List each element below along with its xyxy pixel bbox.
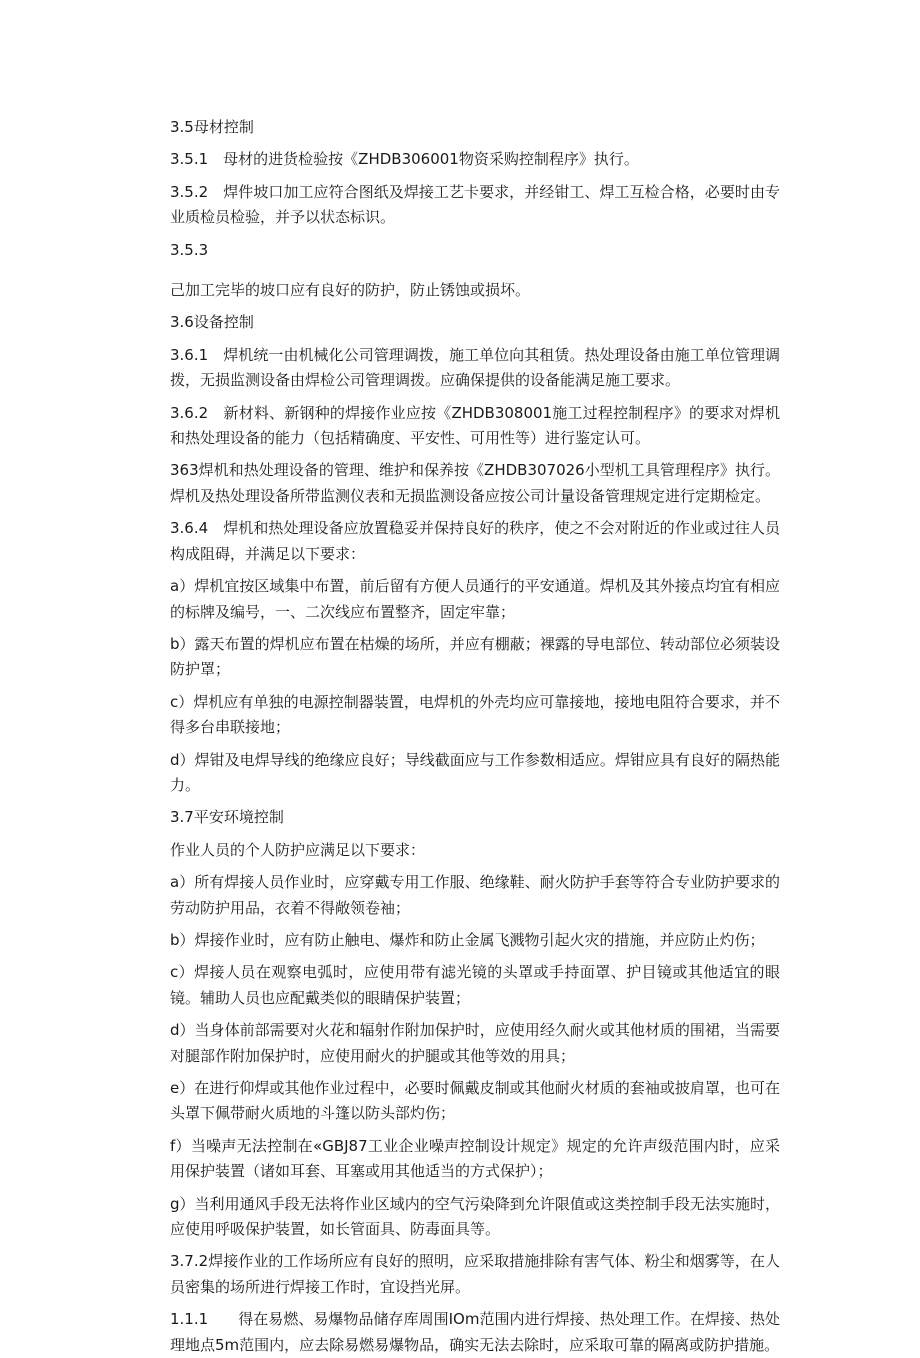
clause-3-6-4: 3.6.4 焊机和热处理设备应放置稳妥并保持良好的秩序，使之不会对附近的作业或过往人员构成阻碍，并满足以下要求： [170,519,780,563]
section-heading-3-5: 3.5母材控制 [170,118,254,136]
list-item-3-6-4-d: d）焊钳及电焊导线的绝缘应良好；导线截面应与工作参数相适应。焊钳应具有良好的隔热能力。 [170,750,780,794]
list-item-3-6-4-b: b）露天布置的焊机应布置在枯燥的场所，并应有棚蔽；裸露的导电部位、转动部位必须装设防护罩； [170,634,780,679]
list-item-3-7-a: a）所有焊接人员作业时，应穿戴专用工作服、绝缘鞋、耐火防护手套等符合专业防护要求的劳动防护用品，衣着不得敞领卷袖； [170,873,780,917]
protection-intro: 作业人员的个人防护应满足以下要求： [170,840,426,859]
clause-3-6-2: 3.6.2 新材料、新钢种的焊接作业应按《ZHDB308001施工过程控制程序》的要求对焊机和热处理设备的能力（包括精确度、平安性、可用性等）进行鉴定认可。 [170,403,780,448]
list-item-3-7-d: d）当身体前部需要对火花和辐射作附加保护时，应使用经久耐火或其他材质的围裙，当需要对腿部作附加保护时，应使用耐火的护腿或其他等效的用具； [170,1021,780,1065]
clause-3-5-3-text: 己加工完毕的坡口应有良好的防护，防止锈蚀或损坏。 [170,281,531,300]
clause-3-6-1: 3.6.1 焊机统一由机械化公司管理调拨，施工单位向其租赁。热处理设备由施工单位管理调拨，无损监测设备由焊检公司管理调拨。应确保提供的设备能满足施工要求。 [170,345,780,390]
clause-3-6-3: 363焊机和热处理设备的管理、维护和保养按《ZHDB307026小型机工具管理程序》执行。焊机及热处理设备所带监测仪表和无损监测设备应按公司计量设备管理规定进行定期检定。 [170,461,780,505]
document-body [170,115,780,1358]
clause-3-7-2: 3.7.2焊接作业的工作场所应有良好的照明，应采取措施排除有害气体、粉尘和烟雾等，在人员密集的场所进行焊接工作时，宜设挡光屏。 [170,1252,780,1296]
list-item-3-7-e: e）在进行仰焊或其他作业过程中，必要时佩戴皮制或其他耐火材质的套袖或披肩罩，也可在头罩下佩带耐火质地的斗篷以防头部灼伤； [170,1079,780,1123]
list-item-3-7-g: g）当利用通风手段无法将作业区域内的空气污染降到允许限值或这类控制手段无法实施时，应使用呼吸保护装置，如长管面具、防毒面具等。 [170,1194,780,1239]
clause-3-5-1: 3.5.1 母材的进货检验按《ZHDB306001物资采购控制程序》执行。 [170,150,639,169]
list-item-3-6-4-c: c）焊机应有单独的电源控制器装置，电焊机的外壳均应可靠接地，接地电阻符合要求，并不得多台串联接地； [170,692,780,737]
clause-3-5-3-number: 3.5.3 [170,240,209,259]
section-heading-3-6: 3.6设备控制 [170,313,254,332]
section-heading-3-7: 3.7平安环境控制 [170,808,284,827]
list-item-3-6-4-a: a）焊机宜按区域集中布置，前后留有方便人员通行的平安通道。焊机及其外接点均宜有相应的标牌及编号，一、二次线应布置整齐，固定牢靠； [170,577,780,621]
clause-3-5-2: 3.5.2 焊件坡口加工应符合图纸及焊接工艺卡要求，并经钳工、焊工互检合格，必要时由专业质检员检验，并予以状态标识。 [170,182,780,227]
list-item-3-7-f: f）当噪声无法控制在«GBJ87工业企业噪声控制设计规定》规定的允许声级范围内时，应采用保护装置（诸如耳套、耳塞或用其他适当的方式保护）； [170,1136,780,1181]
clause-1-1-1: 1.1.1 得在易燃、易爆物品储存库周围IOm范围内进行焊接、热处理工作。在焊接、热处理地点5m范围内，应去除易燃易爆物品，确实无法去除时，应采取可靠的隔离或防护措施。 [170,1310,780,1354]
list-item-3-7-b: b）焊接作业时，应有防止触电、爆炸和防止金属飞溅物引起火灾的措施，并应防止灼伤； [170,930,765,949]
list-item-3-7-c: c）焊接人员在观察电弧时，应使用带有滤光镜的头罩或手持面罩、护目镜或其他适宜的眼镜。辅助人员也应配戴类似的眼睛保护装置； [170,963,780,1007]
